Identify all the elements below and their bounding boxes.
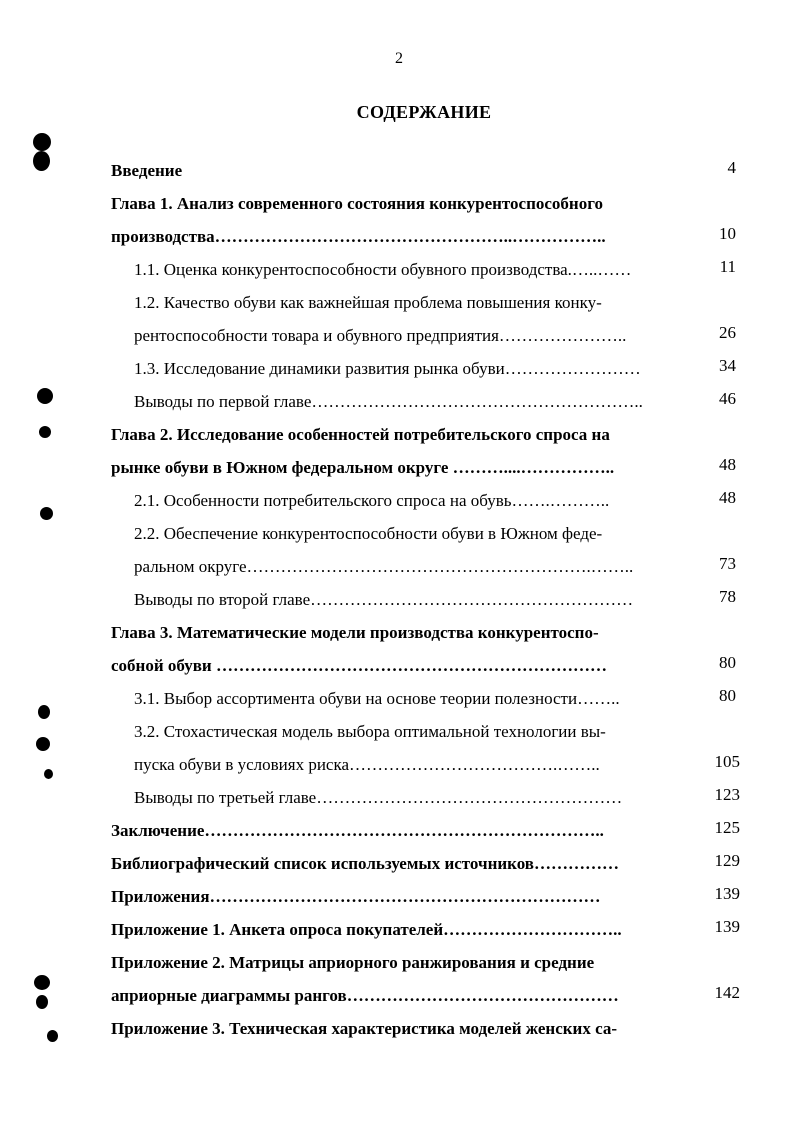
toc-entry-page: 26 [719,323,736,342]
toc-entry-page: 139 [714,917,740,936]
toc-entry-page: 125 [714,818,740,837]
scan-blot [34,975,50,990]
toc-entry-text: Приложения…………………………………………………………… [111,887,601,906]
toc-entry-text: 1.2. Качество обуви как важнейшая проблема повышения конку- [134,293,602,312]
toc-entry-text: ральном округе…………………………………………………….…….. [134,557,634,576]
toc-entry-text: Библиографический список используемых источников…………… [111,854,619,873]
toc-entry-text: 1.1. Оценка конкурентоспособности обувного производства.…..…… [134,260,632,279]
toc-entry-text: 3.1. Выбор ассортимента обуви на основе теории полезности…….. [134,689,620,708]
page-number: 2 [395,50,403,67]
scan-blot [38,705,50,719]
toc-entry-text: Глава 2. Исследование особенностей потребительского спроса на [111,425,610,444]
toc-entry-page: 10 [719,224,736,243]
toc-entry-page: 48 [719,455,736,474]
toc-entry-text: 2.1. Особенности потребительского спроса на обувь…….……….. [134,491,610,510]
toc-entry-text: Глава 1. Анализ современного состояния конкурентоспособного [111,194,604,213]
toc-entry-text: Выводы по второй главе………………………………………………… [134,590,634,609]
toc-entry-page: 46 [719,389,736,408]
toc-entry-page: 123 [714,785,740,804]
toc-entry-page: 129 [714,851,740,870]
toc-entry-text: Приложение 1. Анкета опроса покупателей………………………….. [111,920,622,939]
toc-entry-text: Приложение 3. Техническая характеристика моделей женских са- [111,1019,618,1038]
toc-entry-text: 2.2. Обеспечение конкурентоспособности обуви в Южном феде- [134,524,603,543]
toc-entry-text: априорные диаграммы рангов………………………………………… [111,986,619,1005]
toc-entry-page: 34 [719,356,736,375]
toc-entry-text: 3.2. Стохастическая модель выбора оптимальной технологии вы- [134,722,606,741]
toc-entry-text: пуска обуви в условиях риска……………………………….…….. [134,755,600,774]
toc-entry-page: 11 [719,257,736,276]
toc-entry-page: 139 [714,884,740,903]
toc-entry-page: 80 [719,686,736,705]
toc-entry-page: 80 [719,653,736,672]
scan-blot [36,737,50,751]
toc-entry-text: производства……………………………………………..…………….. [111,227,606,246]
toc-entry-page: 73 [719,554,736,573]
toc-entry-text: рынке обуви в Южном федеральном округе ………....…………….. [111,458,615,477]
scan-blot [44,769,53,779]
page-title: СОДЕРЖАНИЕ [356,102,492,122]
scan-blot [33,151,50,171]
toc-entry-text: Выводы по третьей главе……………………………………………… [134,788,623,807]
toc-entry-page: 78 [719,587,736,606]
toc-entry-text: Введение [111,161,183,180]
scan-blot [33,133,51,151]
toc-entry-text: Выводы по первой главе………………………………………………….. [134,392,643,411]
scan-blot [47,1030,58,1042]
scan-blot [39,426,51,438]
scan-blot [40,507,53,520]
toc-entry-text: рентоспособности товара и обувного предприятия………………….. [134,326,627,345]
scan-blot [36,995,48,1009]
toc-entry-page: 142 [714,983,740,1002]
toc-entry-page: 48 [719,488,736,507]
toc-entry-page: 4 [727,158,736,177]
toc-entry-text: 1.3. Исследование динамики развития рынка обуви…………………… [134,359,641,378]
toc-entry-text: Приложение 2. Матрицы априорного ранжирования и средние [111,953,595,972]
toc-entry-page: 105 [714,752,740,771]
toc-entry-text: Заключение…………………………………………………………….. [111,821,604,840]
toc-entry-text: Глава 3. Математические модели производства конкурентоспо- [111,623,599,642]
scan-blot [37,388,53,404]
toc-entry-text: собной обуви …………………………………………………………… [111,656,607,675]
